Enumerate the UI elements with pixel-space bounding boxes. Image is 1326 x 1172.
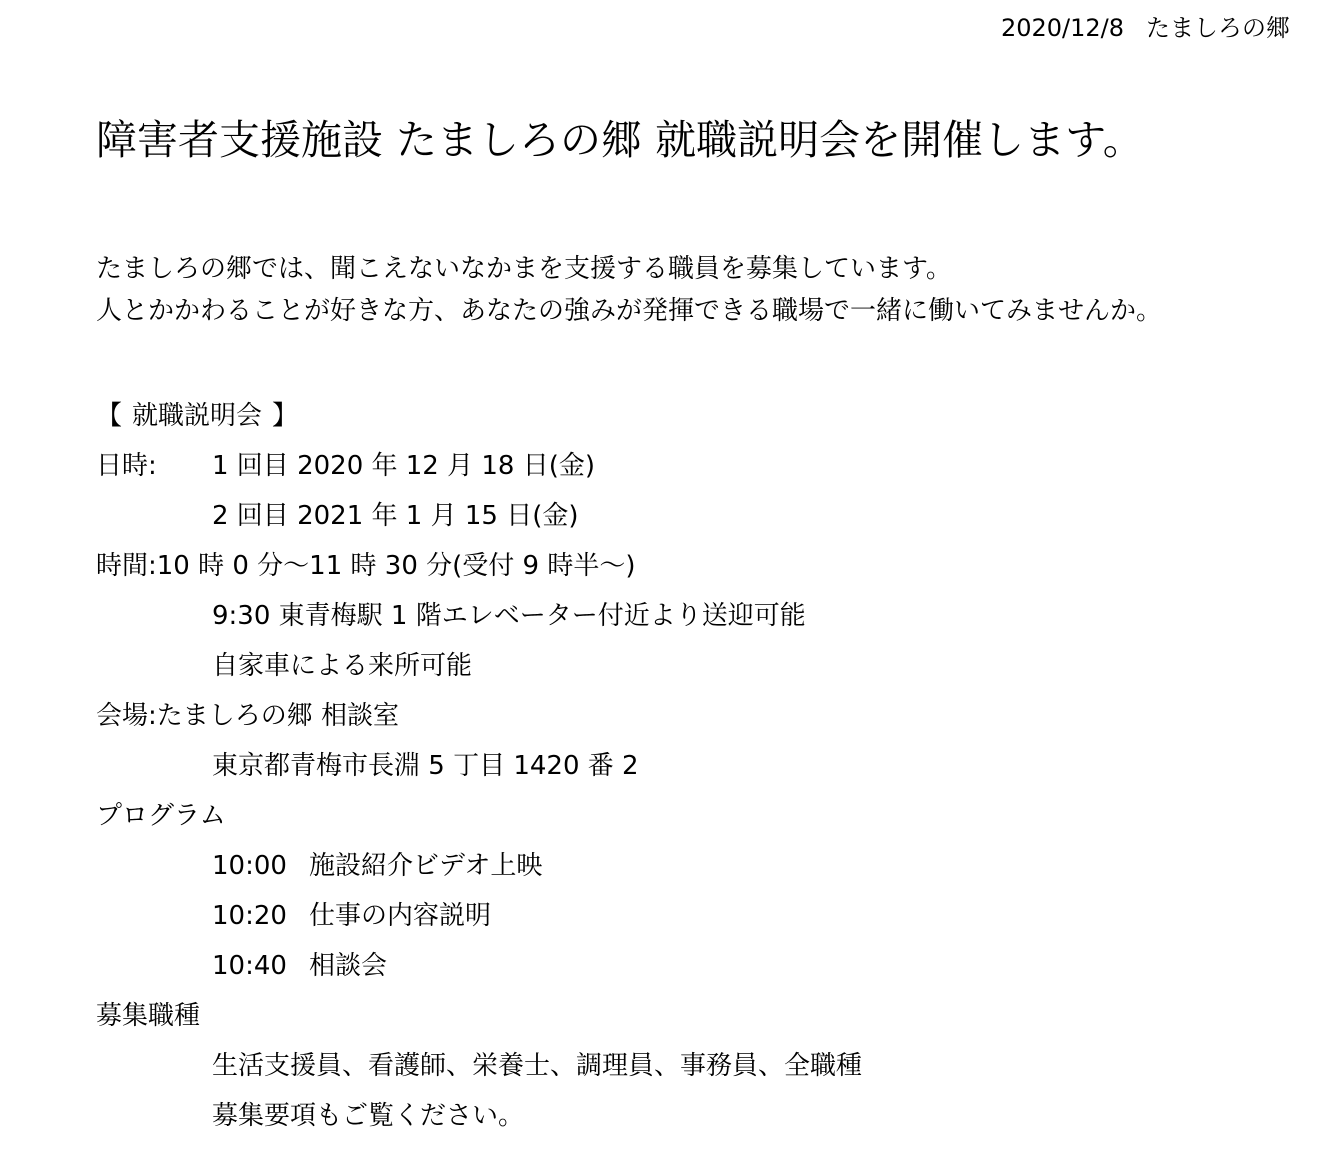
program-heading — [96, 796, 1246, 846]
recruitment-note-row — [96, 1096, 1246, 1146]
time-note-pickup — [96, 596, 1246, 646]
document-date: 2020/12/8 — [1000, 14, 1124, 42]
recruitment-note: 募集要項もご覧ください。 — [212, 1101, 525, 1131]
intro-line-1: たましろの郷では、聞こえないなかまを支援する職員を募集しています。 — [96, 254, 952, 284]
schedule-row-1 — [96, 446, 1246, 496]
recruitment-heading — [96, 996, 1246, 1046]
venue-address: 東京都青梅市長淵 5 丁目 1420 番 2 — [212, 751, 639, 781]
close-bracket: 】 — [272, 401, 299, 431]
schedule-row-2 — [96, 496, 1246, 546]
schedule-session-1: 1 回目 2020 年 12 月 18 日(金) — [212, 451, 596, 481]
program-item — [96, 896, 1246, 946]
venue-row — [96, 696, 1246, 746]
event-details — [96, 396, 1246, 1146]
program-item — [96, 846, 1246, 896]
venue-address-row — [96, 746, 1246, 796]
schedule-label: 日時: — [96, 451, 157, 481]
document-date-line — [1001, 12, 1290, 44]
program-item-text: 仕事の内容説明 — [308, 901, 491, 931]
program-item — [96, 946, 1246, 996]
schedule-session-2: 2 回目 2021 年 1 月 15 日(金) — [212, 501, 579, 531]
section-heading — [96, 396, 1246, 446]
program-item-time: 10:20 — [212, 901, 287, 931]
intro-line-2: 人とかかわることが好きな方、あなたの強みが発揮できる職場で一緒に働いてみませんか。 — [96, 296, 1163, 326]
recruitment-positions-row — [96, 1046, 1246, 1096]
program-label: プログラム — [96, 801, 226, 831]
time-label: 時間: — [96, 551, 157, 581]
program-item-text: 相談会 — [308, 951, 387, 981]
program-item-text: 施設紹介ビデオ上映 — [308, 851, 543, 881]
venue-label: 会場: — [96, 701, 157, 731]
program-item-time: 10:00 — [212, 851, 287, 881]
pickup-note: 9:30 東青梅駅 1 階エレベーター付近より送迎可能 — [212, 601, 806, 631]
intro-paragraph — [96, 248, 1162, 332]
recruitment-label: 募集職種 — [96, 1001, 201, 1031]
venue-value: たましろの郷 相談室 — [156, 701, 400, 731]
page-title: 障害者支援施設 たましろの郷 就職説明会を開催します。 — [96, 116, 1144, 164]
car-note: 自家車による来所可能 — [212, 651, 473, 681]
time-note-car — [96, 646, 1246, 696]
section-heading-text: 就職説明会 — [132, 401, 263, 431]
time-row — [96, 546, 1246, 596]
program-item-time: 10:40 — [212, 951, 287, 981]
open-bracket: 【 — [96, 401, 123, 431]
document-organization: たましろの郷 — [1146, 14, 1290, 42]
recruitment-positions: 生活支援員、看護師、栄養士、調理員、事務員、全職種 — [212, 1051, 863, 1081]
time-value: 10 時 0 分～11 時 30 分(受付 9 時半～) — [156, 551, 636, 581]
